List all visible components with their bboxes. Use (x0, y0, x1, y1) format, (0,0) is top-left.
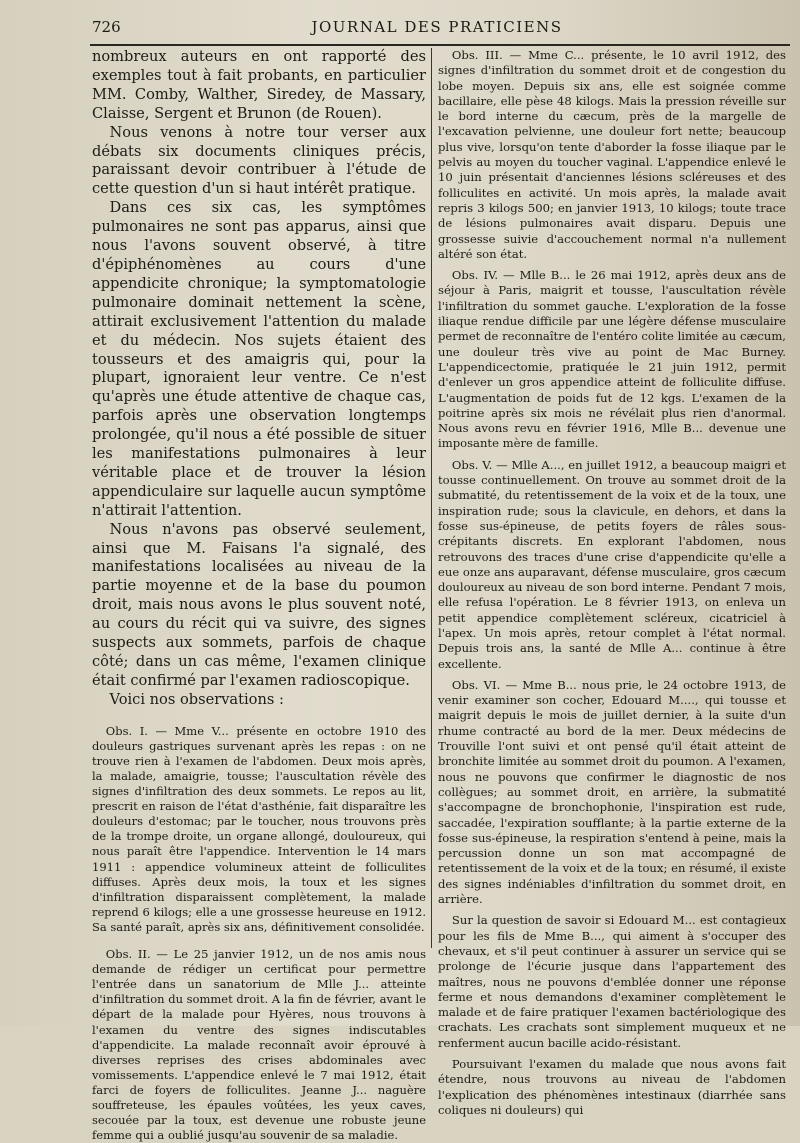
observation-2: Obs. II. — Le 25 janvier 1912, un de nos amis nous demande de rédiger un certificat pour permettre l'entrée dans un sanatorium de Mlle J... atteinte d'infiltration du sommet droit. A la fin de février, avant le départ de la malade pour Hyères, nous trouvons à l'examen du ventre des signes indiscutables d'appendicite. La malade reconnaît avoir éprouvé à diverses reprises des crises abdominales avec vomissements. L'appendice enlevé le 7 mai 1912, était farci de foyers de folliculites. Jeanne J... naguère souffreteuse, les épaules voûtées, les yeux caves, secouée par la toux, est devenue une robuste jeune femme qui a oublié jusqu'au souvenir de sa maladie. (92, 947, 426, 1143)
spacer (92, 935, 426, 947)
observation-3: Obs. III. — Mme C... présente, le 10 avril 1912, des signes d'infiltration du sommet droit et de congestion du lobe moyen. Depuis six ans, elle est soignée comme bacillaire, elle pèse 48 kilogs. Mais la pression réveille sur le bord interne du cæcum, près de la margelle de l'excavation pelvienne, une douleur fort nette; beaucoup plus vive, lorsqu'on tente d'aborder la fosse iliaque par le pelvis au moyen du toucher vaginal. L'appendice enlevé le 10 juin présentait d'anciennes lésions scléreuses et des folliculites en activité. Un mois après, la malade avait repris 3 kilogs 500; en janvier 1913, 10 kilogs; toute trace de lésions pulmonaires avait disparu. Depuis une grossesse suivie d'accouchement normal n'a nullement altéré son état. (438, 48, 786, 261)
observation-1: Obs. I. — Mme V... présente en octobre 1910 des douleurs gastriques survenant après les repas : on ne trouve rien à l'examen de l'abdomen. Deux mois après, la malade, amaigrie, tousse; l'auscultation révèle des signes d'infiltration des deux sommets. Le repos au lit, prescrit en raison de l'état d'asthénie, fait disparaître les douleurs d'estomac; par le toucher, nous trouvons près de la trompe droite, un organe allongé, douloureux, qui nous paraît être l'appendice. Intervention le 14 mars 1911 : appendice volumineux atteint de folliculites diffuses. Après deux mois, la toux et les signes d'infiltration disparaissent complètement, la malade reprend 6 kilogs; elle a une grossesse heureuse en 1912. Sa santé paraît, après six ans, définitivement consolidée. (92, 723, 426, 934)
left-column (92, 48, 426, 1143)
observation-5: Obs. V. — Mlle A..., en juillet 1912, a beaucoup maigri et tousse continuellement. On trouve au sommet droit de la submatité, du retentissement de la voix et de la toux, une inspiration rude; sous la clavicule, en dehors, et dans la fosse sus-épineuse, de petits foyers de râles sous-crépitants discrets. En explorant l'abdomen, nous retrouvons des traces d'une crise d'appendicite qu'elle a eue onze ans auparavant, défense musculaire, gros cæcum douloureux au niveau de son bord interne. Pendant 7 mois, elle refusa l'opération. Le 8 février 1913, on enleva un petit appendice complètement scléreux, cicatriciel à l'apex. Un mois après, retour complet à l'état normal. Depuis trois ans, la santé de Mlle A... continue à être excellente. (438, 457, 786, 671)
observation-6: Obs. VI. — Mme B... nous prie, le 24 octobre 1913, de venir examiner son cocher, Edouard M...., qui tousse et maigrit depuis le mois de juillet dernier, à la suite d'un rhume contracté au bord de la mer. Deux médecins de Trouville l'ont suivi et ont pensé qu'il était atteint de bronchite limitée au sommet droit du poumon. A l'examen, nous ne pouvons que confirmer le diagnostic de nos collègues; au sommet droit, en arrière, la submatité s'accompagne de bronchophonie, l'inspiration est rude, saccadée, l'expiration soufflante; à la partie externe de la fosse sus-épineuse, la respiration s'entend à peine, mais la percussion donne un son mat accompagné de retentissement de la voix et de la toux; en résumé, il existe des signes indéniables d'infiltration du sommet droit, en arrière. (438, 677, 786, 907)
contagion-paragraph: Sur la question de savoir si Edouard M... est contagieux pour les fils de Mme B..., qui aiment à s'occuper des chevaux, et s'il peut continuer à assurer un service qui se prolonge de l'écurie jusque dans l'appartement des maîtres, nous ne pouvons d'emblée donner une réponse ferme et nous demandons d'examiner complètement le malade et de faire pratiquer l'examen bactériologique des crachats. Les crachats sont simplement muqueux et ne renferment aucun bacille acido-résistant. (438, 913, 786, 1050)
header-rule (90, 44, 790, 46)
right-column (438, 48, 786, 1117)
running-title: JOURNAL DES PRATICIENS (311, 18, 563, 36)
observation-4: Obs. IV. — Mlle B... le 26 mai 1912, après deux ans de séjour à Paris, maigrit et tousse, l'auscultation révèle l'infiltration du sommet gauche. L'exploration de la fosse iliaque rendue difficile par une légère défense musculaire permet de reconnaître de l'entéro colite limitée au cæcum, une douleur très vive au point de Mac Burney. L'appendicectomie, pratiquée le 21 juin 1912, permit d'enlever un gros appendice atteint de folliculite diffuse. L'augmentation de poids fut de 12 kgs. L'examen de la poitrine après six mois ne révélait plus rien d'anormal. Nous avons revu en février 1916, Mlle B... devenue une imposante mère de famille. (438, 268, 786, 451)
abdomen-paragraph: Poursuivant l'examen du malade que nous avons fait étendre, nous trouvons au niveau de l'abdomen l'explication des phénomènes intestinaux (diarrhée sans coliques ni douleurs) qui (438, 1057, 786, 1117)
column-divider (431, 48, 432, 948)
page-number: 726 (92, 18, 121, 36)
spacer (92, 710, 426, 724)
intro-paragraph-1: nombreux auteurs en ont rapporté des exemples tout à fait probants, en particulier MM. Comby, Walther, Siredey, de Massary, Claisse, Sergent et Brunon (de Rouen). (92, 48, 426, 122)
intro-paragraph-3: Dans ces six cas, les symptômes pulmonaires ne sont pas apparus, ainsi que nous l'avons souvent observé, à titre d'épiphénomènes au cours d'une appendicite chronique; la symptomatologie pulmonaire dominait nettement la scène, attirait exclusivement l'attention du malade et du médecin. Nos sujets étaient des tousseurs et des amaigris qui, pour la plupart, ignoraient leur ventre. Ce n'est qu'après une étude attentive de chaque cas, parfois après une observation longtemps prolongée, qu'il nous a été possible de situer les manifestations pulmonaires à leur véritable place et de trouver la lésion appendiculaire sur laquelle aucun symptôme n'attirait l'attention. (92, 199, 426, 519)
intro-paragraph-2: Nous venons à notre tour verser aux débats six documents cliniques précis, paraissant devoir contribuer à l'étude de cette question d'un si haut intérêt pratique. (92, 123, 426, 198)
intro-paragraph-4: Nous n'avons pas observé seulement, ainsi que M. Faisans l'a signalé, des manifestations localisées au niveau de la partie moyenne et de la base du poumon droit, mais nous avons le plus souvent noté, au cours du récit qui va suivre, des signes suspects aux sommets, parfois de chaque côté; dans un cas même, l'examen clinique était confirmé par l'examen radioscopique. (92, 520, 426, 689)
intro-paragraph-5: Voici nos observations : (109, 690, 284, 708)
page-header (92, 18, 782, 40)
